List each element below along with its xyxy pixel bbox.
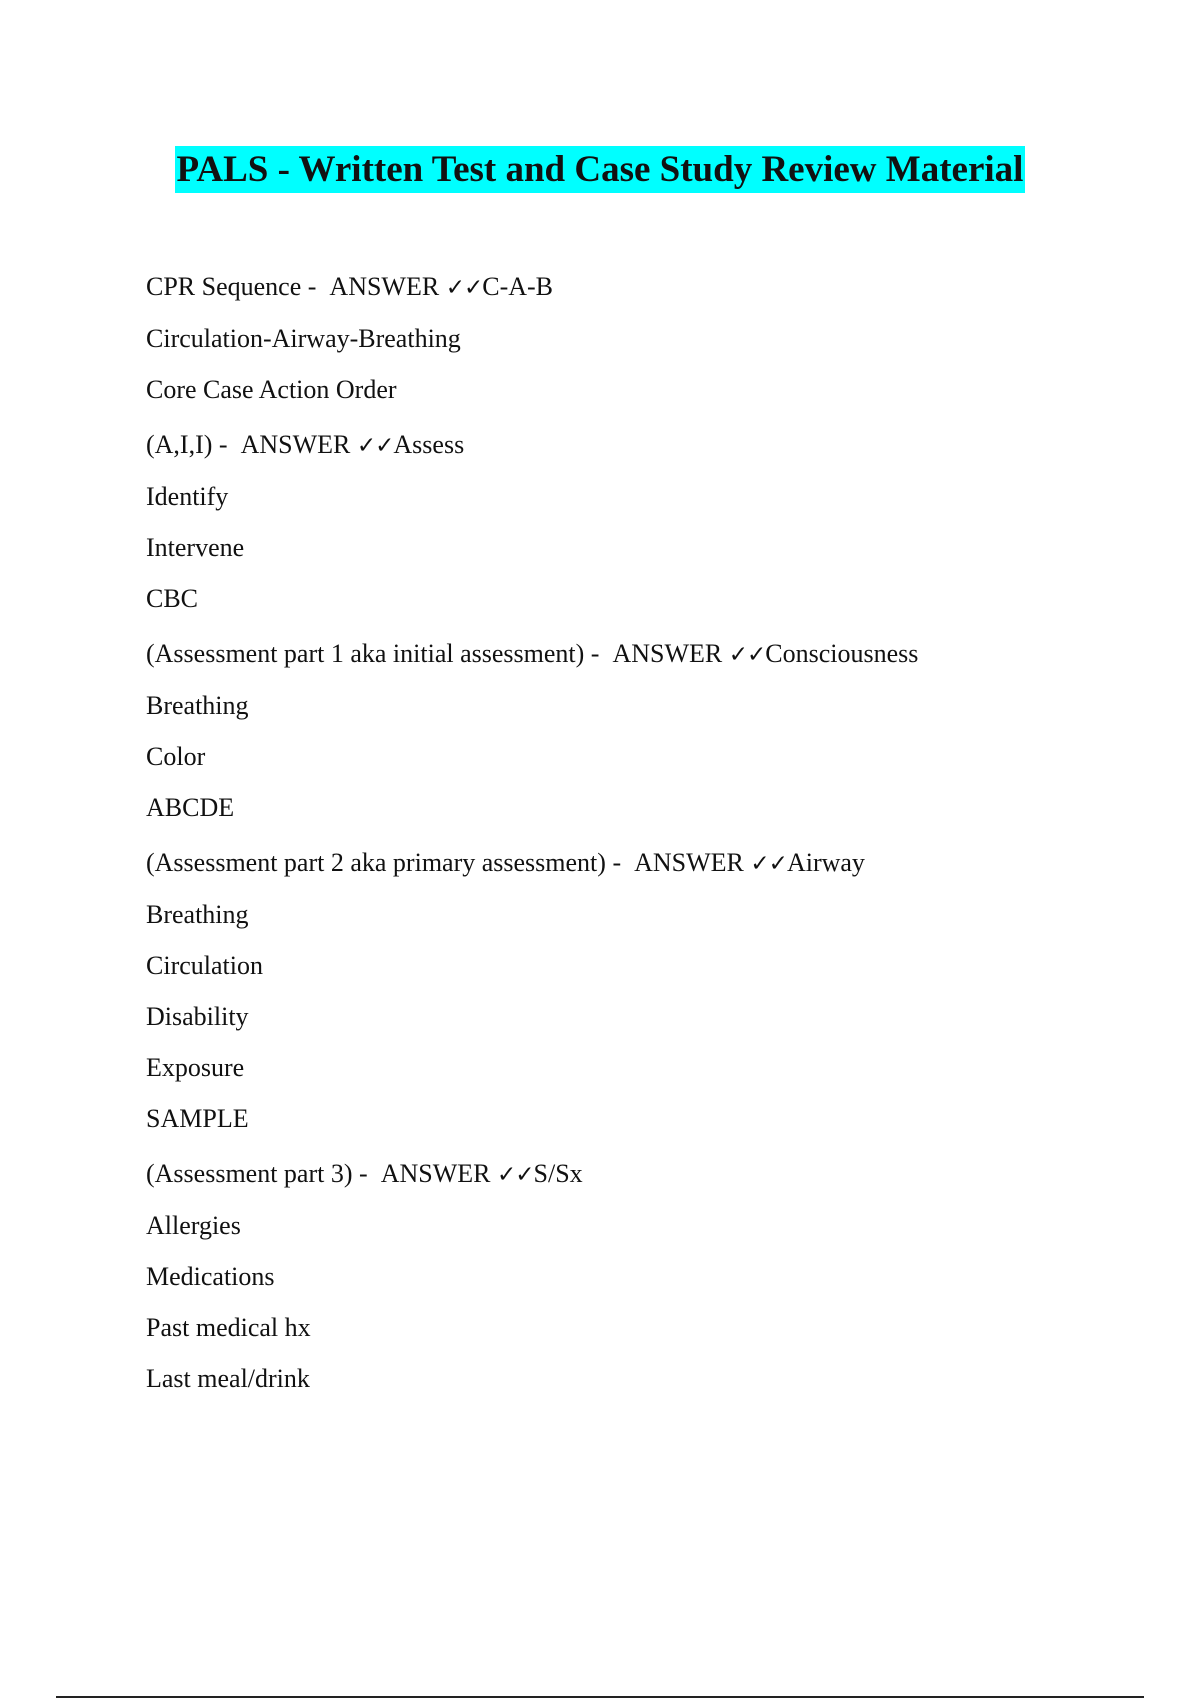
list-item: Last meal/drink	[146, 1364, 310, 1393]
list-item: Color	[146, 742, 206, 771]
checkmark-icon: ✓✓	[750, 851, 787, 877]
document-body	[146, 272, 1126, 1415]
answer-label: ANSWER	[634, 848, 744, 877]
answer-text: C-A-B	[482, 272, 554, 301]
list-item: CBC	[146, 584, 199, 613]
question-answer-line	[146, 272, 1126, 303]
question-answer-line	[146, 639, 1126, 670]
list-item: Past medical hx	[146, 1313, 311, 1342]
list-item: Exposure	[146, 1053, 245, 1082]
answer-label: ANSWER	[380, 1159, 491, 1188]
question-text: (Assessment part 2 aka primary assessment) -	[146, 848, 628, 877]
answer-label: ANSWER	[240, 430, 351, 459]
question-answer-line	[146, 1159, 1126, 1190]
list-item: Intervene	[146, 533, 245, 562]
checkmark-icon: ✓✓	[356, 433, 394, 459]
question-answer-line	[146, 848, 1126, 879]
list-item: Circulation	[146, 951, 263, 980]
list-item: Allergies	[146, 1211, 241, 1240]
question-text: CPR Sequence -	[146, 272, 323, 301]
question-text: (Assessment part 3) -	[146, 1159, 375, 1188]
answer-label: ANSWER	[612, 639, 723, 668]
question-answer-line	[146, 430, 1126, 461]
question-text: (Assessment part 1 aka initial assessment) -	[146, 639, 606, 668]
list-item: Core Case Action Order	[146, 375, 397, 404]
list-item: Breathing	[146, 900, 249, 929]
title-container	[0, 146, 1200, 193]
answer-label: ANSWER	[329, 272, 440, 301]
checkmark-icon: ✓✓	[445, 275, 483, 301]
answer-text: S/Sx	[533, 1159, 583, 1188]
document-title: PALS - Written Test and Case Study Review Material	[175, 146, 1026, 193]
checkmark-icon: ✓✓	[496, 1162, 534, 1188]
list-item: Breathing	[146, 691, 249, 720]
list-item: Circulation-Airway-Breathing	[146, 324, 461, 353]
answer-text: Consciousness	[765, 639, 919, 668]
question-text: (A,I,I) -	[146, 430, 235, 459]
page-footer-rule	[56, 1696, 1144, 1698]
list-item: Identify	[146, 482, 229, 511]
list-item: SAMPLE	[146, 1104, 249, 1133]
answer-text: Airway	[786, 848, 865, 877]
checkmark-icon: ✓✓	[728, 642, 766, 668]
list-item: ABCDE	[146, 793, 235, 822]
list-item: Medications	[146, 1262, 275, 1291]
answer-text: Assess	[393, 430, 465, 459]
list-item: Disability	[146, 1002, 249, 1031]
